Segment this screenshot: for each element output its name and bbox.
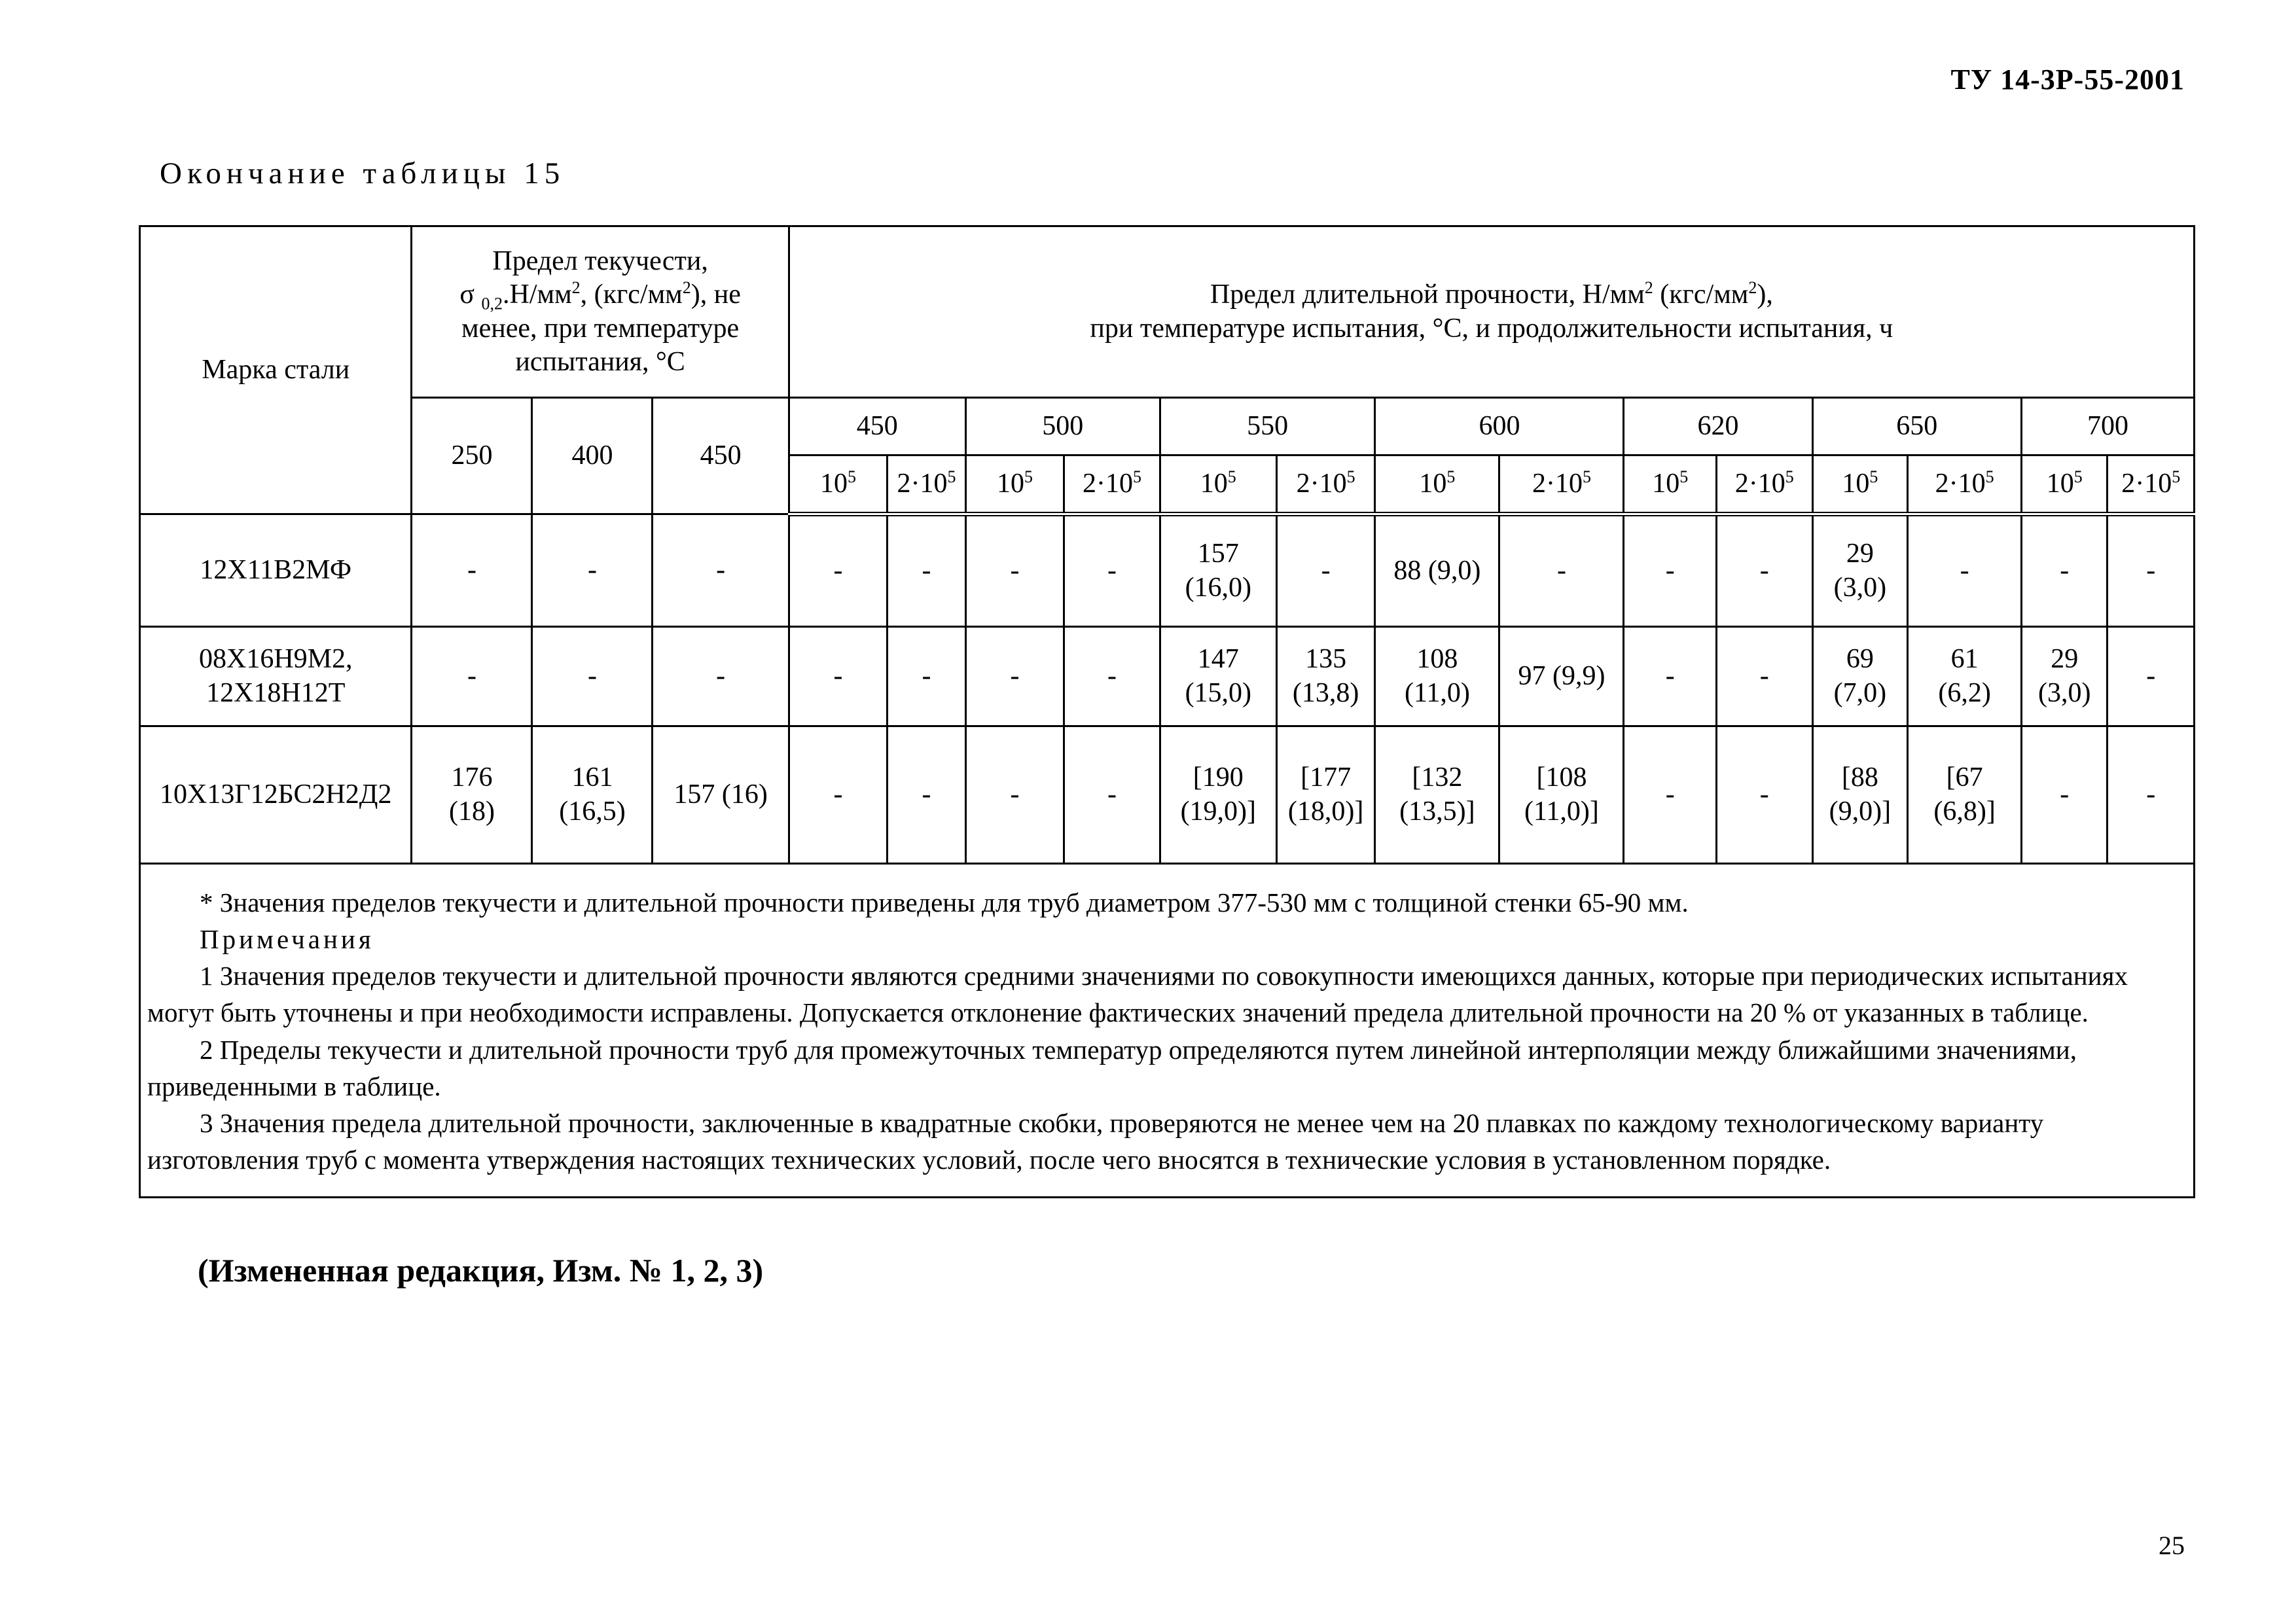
table-row bbox=[140, 627, 2195, 726]
value-cell: - bbox=[2108, 627, 2195, 726]
duration-header: $2\cdot 10^5$ bbox=[1908, 455, 2022, 514]
duration-header: $10^5$ bbox=[789, 455, 888, 514]
value-cell: - bbox=[1064, 514, 1160, 627]
page-number: 25 bbox=[2159, 1531, 2185, 1560]
value-cell: - bbox=[965, 514, 1064, 627]
value-cell: - bbox=[965, 726, 1064, 864]
value-cell: - bbox=[888, 514, 965, 627]
value-cell: 108 (11,0) bbox=[1375, 627, 1499, 726]
value-cell: - bbox=[888, 627, 965, 726]
header-rupture-strength: Предел длительной прочности, $Н/мм^2$ $(кгс/мм^2)$, при температуре испытания, °С, и продолжительности испытания, ч bbox=[789, 226, 2194, 398]
value-cell: - bbox=[965, 627, 1064, 726]
value-cell: 88 (9,0) bbox=[1375, 514, 1499, 627]
notes-row bbox=[140, 864, 2195, 1198]
amendment-note: (Измененная редакция, Изм. № 1, 2, 3) bbox=[198, 1252, 764, 1289]
duration-header: $10^5$ bbox=[1375, 455, 1499, 514]
value-cell: 61 (6,2) bbox=[1908, 627, 2022, 726]
yield-temp-250: 250 bbox=[412, 398, 532, 514]
notes-title: Примечания bbox=[200, 924, 374, 955]
value-cell: [108 (11,0)] bbox=[1499, 726, 1624, 864]
steel-grade-cell: 10Х13Г12БС2Н2Д2 bbox=[140, 726, 412, 864]
strength-table bbox=[139, 225, 2195, 1198]
value-cell: 147 (15,0) bbox=[1160, 627, 1276, 726]
rupture-temp-header: 500 bbox=[965, 398, 1160, 455]
value-cell: - bbox=[1499, 514, 1624, 627]
value-cell: - bbox=[1717, 726, 1813, 864]
value-cell: - bbox=[2022, 726, 2108, 864]
note-item: 2 Пределы текучести и длительной прочности труб для промежуточных температур определяются путем линейной интерполяции между ближайшими значениями, приведенными в таблице. bbox=[147, 1034, 2077, 1101]
duration-header: $2\cdot 10^5$ bbox=[1064, 455, 1160, 514]
value-cell: - bbox=[1908, 514, 2022, 627]
rupture-temp-header: 550 bbox=[1160, 398, 1375, 455]
note-item: 3 Значения предела длительной прочности, заключенные в квадратные скобки, проверяются не менее чем на 20 плавках по каждому технологическому варианту изготовления труб с момента утверждения настоящих технических условий, после чего вносятся в технические условия в установленном порядке. bbox=[147, 1107, 2044, 1175]
value-cell: - bbox=[532, 514, 653, 627]
rupture-temp-header: 450 bbox=[789, 398, 965, 455]
duration-header: $10^5$ bbox=[1624, 455, 1717, 514]
value-cell: - bbox=[412, 627, 532, 726]
value-cell: - bbox=[653, 627, 789, 726]
value-cell: - bbox=[1624, 726, 1717, 864]
value-cell: - bbox=[1064, 726, 1160, 864]
value-cell: - bbox=[888, 726, 965, 864]
value-cell: - bbox=[412, 514, 532, 627]
value-cell: 29 (3,0) bbox=[1812, 514, 1908, 627]
table-row bbox=[140, 726, 2195, 864]
value-cell: - bbox=[1064, 627, 1160, 726]
value-cell: - bbox=[2108, 726, 2195, 864]
table-row bbox=[140, 514, 2195, 627]
value-cell: 135 (13,8) bbox=[1276, 627, 1375, 726]
value-cell: [132 (13,5)] bbox=[1375, 726, 1499, 864]
rupture-temp-header: 700 bbox=[2022, 398, 2195, 455]
note-item: 1 Значения пределов текучести и длительной прочности являются средними значениями по совокупности имеющихся данных, которые при периодических испытаниях могут быть уточнены и при необходимости исправлены. Допускается отклонение фактических значений предела длительной прочности на 20 % от указанных в таблице. bbox=[147, 961, 2128, 1028]
rupture-temp-header: 600 bbox=[1375, 398, 1624, 455]
document-code: ТУ 14-3Р-55-2001 bbox=[1950, 63, 2185, 96]
value-cell: - bbox=[1276, 514, 1375, 627]
value-cell: 176 (18) bbox=[412, 726, 532, 864]
duration-header: $2\cdot 10^5$ bbox=[1717, 455, 1813, 514]
header-grade: Марка стали bbox=[140, 226, 412, 514]
value-cell: - bbox=[1624, 627, 1717, 726]
rupture-temp-header: 620 bbox=[1624, 398, 1812, 455]
footnote: * Значения пределов текучести и длительной прочности приведены для труб диаметром 377-530 мм с толщиной стенки 65-90 мм. bbox=[200, 887, 1689, 918]
duration-header: $2\cdot 10^5$ bbox=[1276, 455, 1375, 514]
value-cell: - bbox=[1717, 514, 1813, 627]
notes-cell bbox=[140, 864, 2195, 1198]
duration-header: $2\cdot 10^5$ bbox=[888, 455, 965, 514]
value-cell: 29 (3,0) bbox=[2022, 627, 2108, 726]
table-caption: Окончание таблицы 15 bbox=[160, 156, 565, 190]
value-cell: - bbox=[2022, 514, 2108, 627]
value-cell: 157 (16,0) bbox=[1160, 514, 1276, 627]
value-cell: - bbox=[653, 514, 789, 627]
value-cell: - bbox=[1717, 627, 1813, 726]
value-cell: [88 (9,0)] bbox=[1812, 726, 1908, 864]
value-cell: - bbox=[789, 514, 888, 627]
value-cell: [190 (19,0)] bbox=[1160, 726, 1276, 864]
rupture-temp-header: 650 bbox=[1812, 398, 2021, 455]
steel-grade-cell: 12Х11В2МФ bbox=[140, 514, 412, 627]
value-cell: - bbox=[532, 627, 653, 726]
value-cell: [177 (18,0)] bbox=[1276, 726, 1375, 864]
duration-header: $2\cdot 10^5$ bbox=[2108, 455, 2195, 514]
duration-header: $10^5$ bbox=[965, 455, 1064, 514]
duration-header: $10^5$ bbox=[1160, 455, 1276, 514]
duration-header: $2\cdot 10^5$ bbox=[1499, 455, 1624, 514]
duration-header: $10^5$ bbox=[2022, 455, 2108, 514]
value-cell: 97 (9,9) bbox=[1499, 627, 1624, 726]
yield-temp-450: 450 bbox=[653, 398, 789, 514]
value-cell: [67 (6,8)] bbox=[1908, 726, 2022, 864]
value-cell: - bbox=[2108, 514, 2195, 627]
value-cell: - bbox=[789, 726, 888, 864]
value-cell: 157 (16) bbox=[653, 726, 789, 864]
duration-header: $10^5$ bbox=[1812, 455, 1908, 514]
steel-grade-cell: 08Х16Н9М2, 12Х18Н12Т bbox=[140, 627, 412, 726]
yield-temp-400: 400 bbox=[532, 398, 653, 514]
header-yield-strength: Предел текучести, σ $_{0,2}.Н/мм^2$, $(кгс/мм^2)$, не менее, при температуре испытания, °С bbox=[412, 226, 789, 398]
value-cell: - bbox=[1624, 514, 1717, 627]
value-cell: 161 (16,5) bbox=[532, 726, 653, 864]
value-cell: 69 (7,0) bbox=[1812, 627, 1908, 726]
value-cell: - bbox=[789, 627, 888, 726]
